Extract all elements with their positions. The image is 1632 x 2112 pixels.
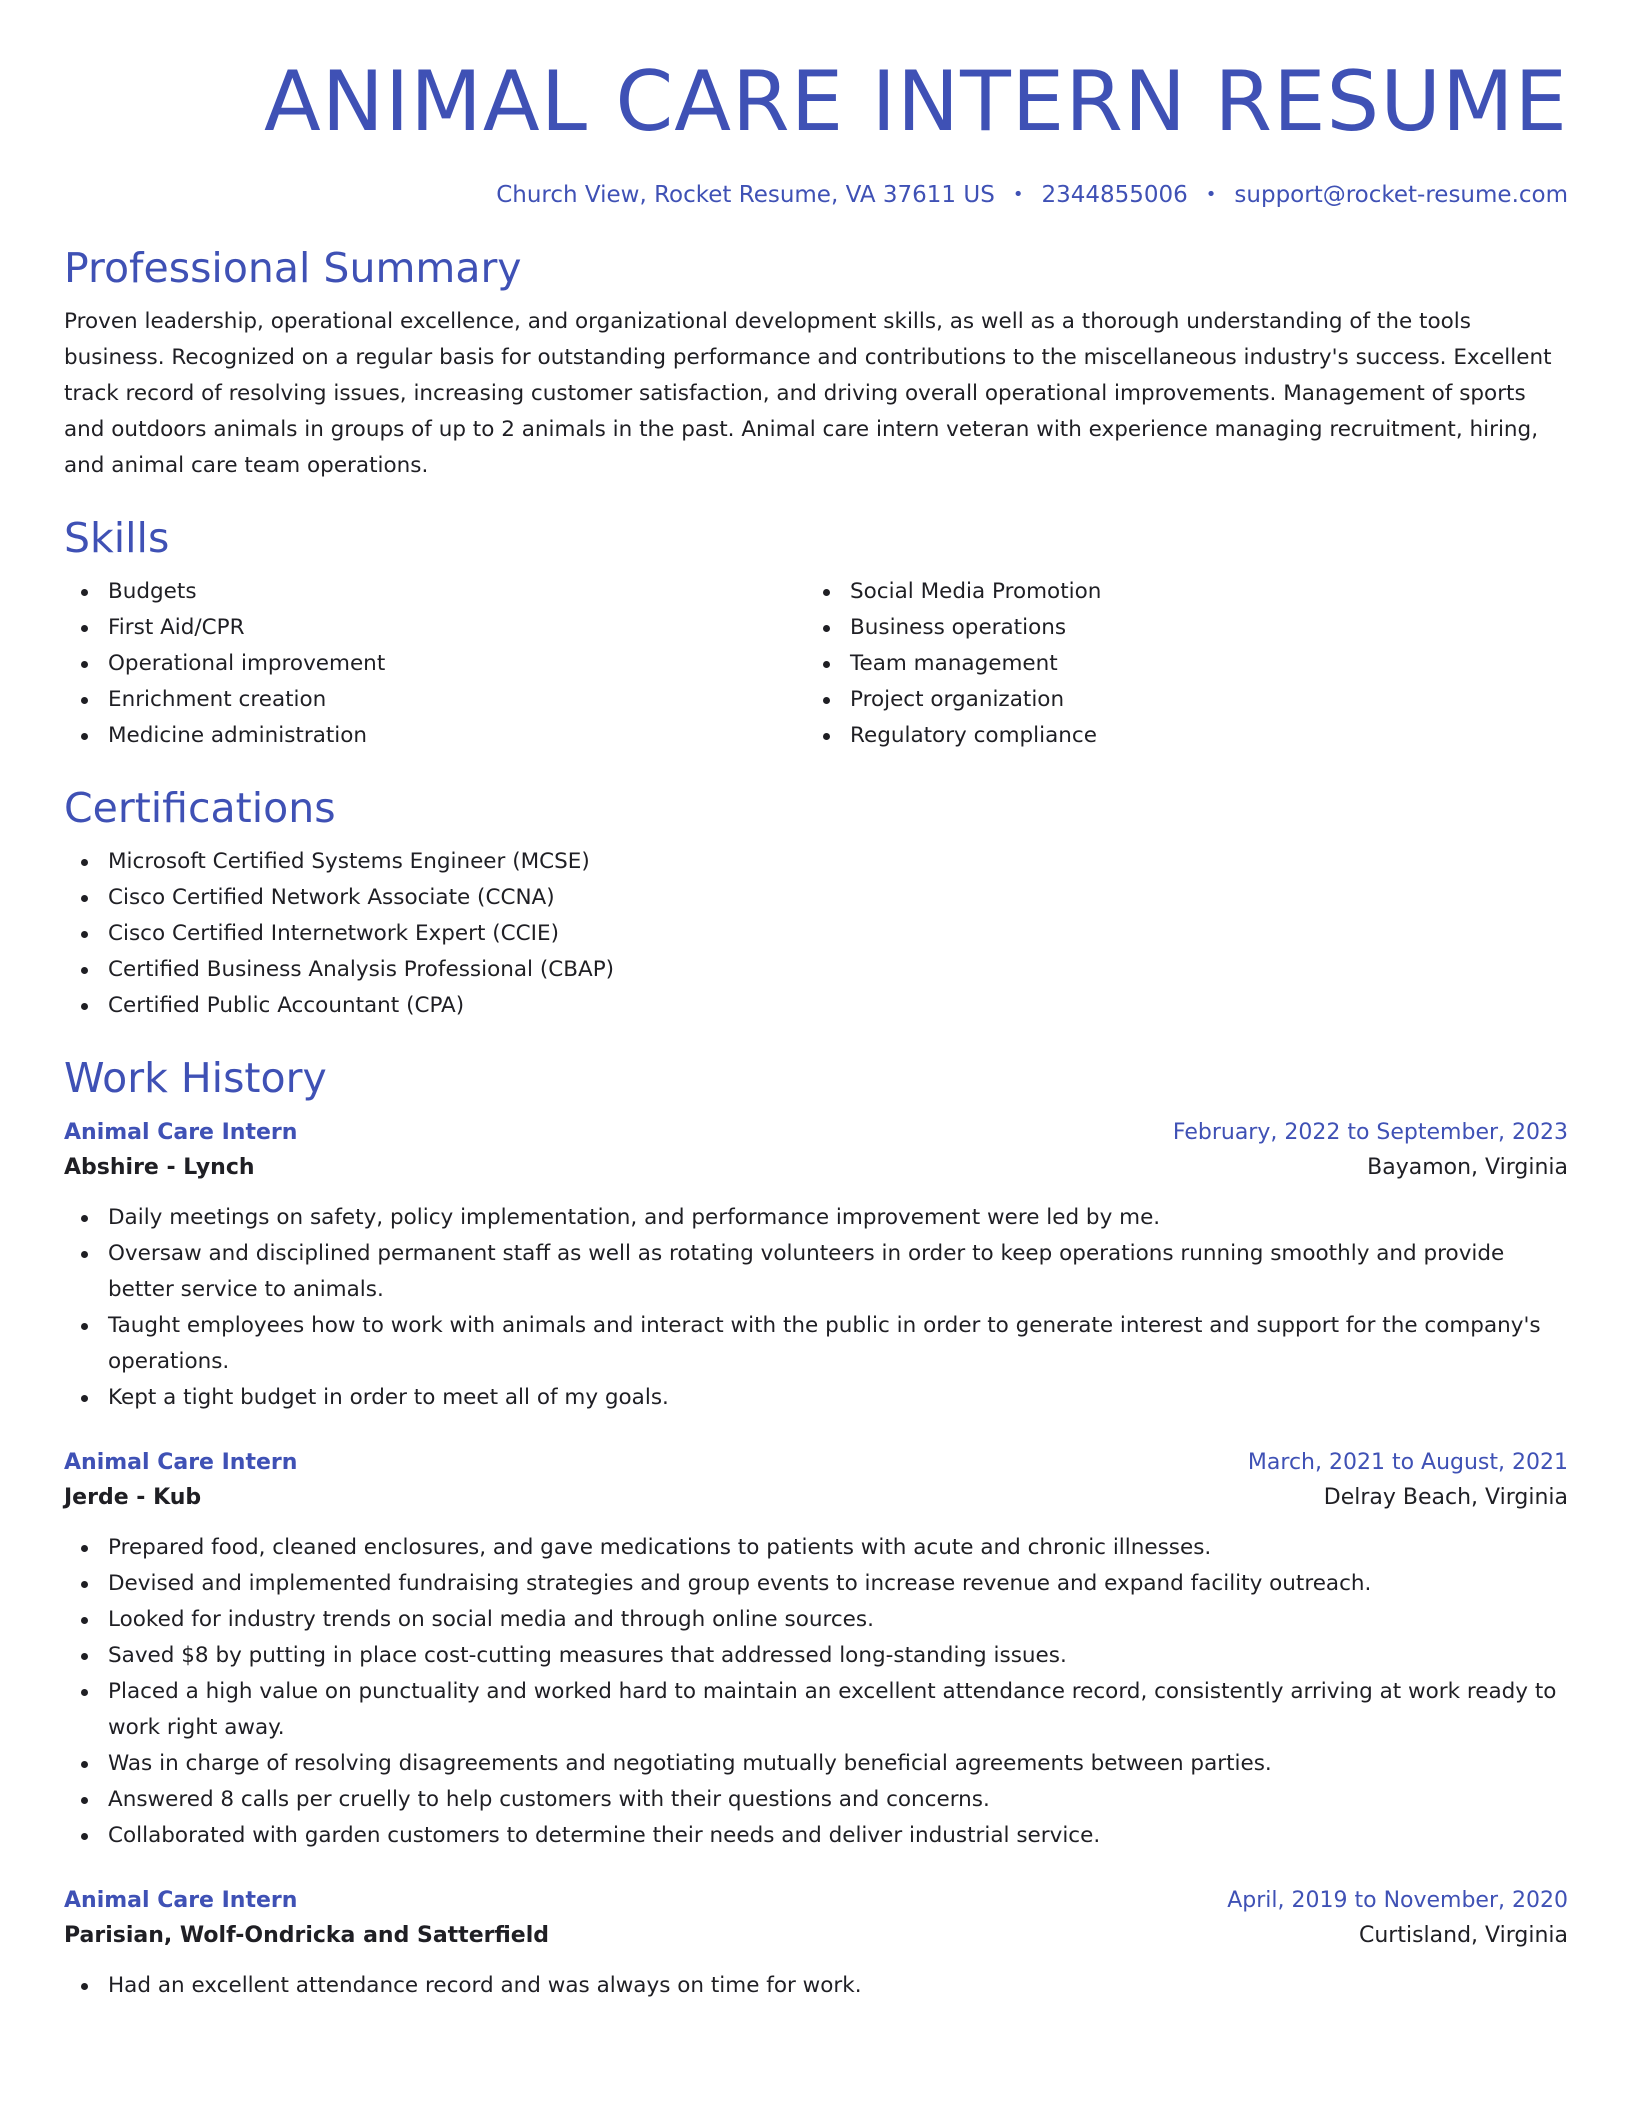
certification-item: Cisco Certified Internetwork Expert (CCIE)	[64, 916, 1568, 952]
skills-section	[64, 510, 1568, 754]
job-title: Animal Care Intern	[64, 1888, 298, 1913]
certifications-heading: Certifications	[64, 784, 336, 832]
skill-item: Social Media Promotion	[806, 574, 1548, 610]
skills-grid	[64, 574, 1568, 754]
skill-item: Enrichment creation	[64, 682, 806, 718]
certification-item: Certified Business Analysis Professional (CBAP)	[64, 952, 1568, 988]
contact-separator: •	[1012, 184, 1024, 205]
contact-line	[64, 180, 1568, 210]
job-company: Jerde - Kub	[64, 1485, 202, 1510]
job-entry	[64, 1448, 1568, 1854]
certifications-section	[64, 780, 1568, 1024]
job-location: Delray Beach, Virginia	[1323, 1485, 1568, 1510]
skill-item: Medicine administration	[64, 718, 806, 754]
skills-list-right	[806, 574, 1548, 754]
job-company: Abshire - Lynch	[64, 1155, 255, 1180]
skill-item: First Aid/CPR	[64, 610, 806, 646]
certification-item: Certified Public Accountant (CPA)	[64, 988, 1568, 1024]
job-bullet-list	[64, 1530, 1568, 1854]
job-company: Parisian, Wolf-Ondricka and Satterfield	[64, 1923, 549, 1948]
job-bullet: Answered 8 calls per cruelly to help customers with their questions and concerns.	[64, 1782, 1568, 1818]
contact-address: Church View, Rocket Resume, VA 37611 US	[496, 182, 995, 208]
job-bullet: Placed a high value on punctuality and worked hard to maintain an excellent attendance record, consistently arriving at work ready to work right away.	[64, 1674, 1568, 1746]
skill-item: Business operations	[806, 610, 1548, 646]
job-bullet-list	[64, 1200, 1568, 1416]
job-bullet: Collaborated with garden customers to determine their needs and deliver industrial service.	[64, 1818, 1568, 1854]
job-location: Bayamon, Virginia	[1367, 1155, 1568, 1180]
job-bullet: Daily meetings on safety, policy implementation, and performance improvement were led by me.	[64, 1200, 1568, 1236]
summary-text: Proven leadership, operational excellence, and organizational development skills, as well as a thorough understanding of the tools business. Recognized on a regular basis for outstanding performance and contributions to the miscellaneous industry's success. Excellent track record of resolving issues, increasing customer satisfaction, and driving overall operational improvements. Management of sports and outdoors animals in groups of up to 2 animals in the past. Animal care intern veteran with experience managing recruitment, hiring, and animal care team operations.	[64, 309, 1552, 478]
summary-section	[64, 240, 1568, 484]
skills-list-left	[64, 574, 806, 754]
skills-heading: Skills	[64, 514, 170, 562]
skill-item: Budgets	[64, 574, 806, 610]
job-bullet: Had an excellent attendance record and was always on time for work.	[64, 1968, 1568, 2004]
contact-email[interactable]: support@rocket-resume.com	[1234, 182, 1568, 208]
resume-title: ANIMAL CARE INTERN RESUME	[263, 53, 1568, 150]
job-bullet: Prepared food, cleaned enclosures, and gave medications to patients with acute and chronic illnesses.	[64, 1530, 1568, 1566]
job-dates: March, 2021 to August, 2021	[1247, 1450, 1568, 1475]
skill-item: Regulatory compliance	[806, 718, 1548, 754]
job-entry	[64, 1886, 1568, 2004]
job-bullet: Saved $8 by putting in place cost-cutting measures that addressed long-standing issues.	[64, 1638, 1568, 1674]
job-title: Animal Care Intern	[64, 1120, 298, 1145]
job-bullet-list	[64, 1968, 1568, 2004]
certification-item: Microsoft Certified Systems Engineer (MCSE)	[64, 844, 1568, 880]
contact-phone: 2344855006	[1041, 182, 1188, 208]
work-history-section	[64, 1050, 1568, 2004]
job-bullet: Was in charge of resolving disagreements and negotiating mutually beneficial agreements between parties.	[64, 1746, 1568, 1782]
job-dates: February, 2022 to September, 2023	[1172, 1120, 1568, 1145]
certifications-list	[64, 844, 1568, 1024]
job-entry	[64, 1118, 1568, 1416]
certification-item: Cisco Certified Network Associate (CCNA)	[64, 880, 1568, 916]
job-title: Animal Care Intern	[64, 1450, 298, 1475]
job-bullet: Oversaw and disciplined permanent staff as well as rotating volunteers in order to keep operations running smoothly and provide better service to animals.	[64, 1236, 1568, 1308]
summary-heading: Professional Summary	[64, 244, 522, 292]
skill-item: Operational improvement	[64, 646, 806, 682]
job-bullet: Looked for industry trends on social media and through online sources.	[64, 1602, 1568, 1638]
work-history-heading: Work History	[64, 1054, 327, 1102]
contact-separator: •	[1205, 184, 1217, 205]
job-bullet: Kept a tight budget in order to meet all of my goals.	[64, 1380, 1568, 1416]
skill-item: Team management	[806, 646, 1548, 682]
skill-item: Project organization	[806, 682, 1548, 718]
job-bullet: Taught employees how to work with animals and interact with the public in order to generate interest and support for the company's operations.	[64, 1308, 1568, 1380]
job-bullet: Devised and implemented fundraising strategies and group events to increase revenue and expand facility outreach.	[64, 1566, 1568, 1602]
job-location: Curtisland, Virginia	[1359, 1923, 1568, 1948]
job-dates: April, 2019 to November, 2020	[1227, 1888, 1568, 1913]
